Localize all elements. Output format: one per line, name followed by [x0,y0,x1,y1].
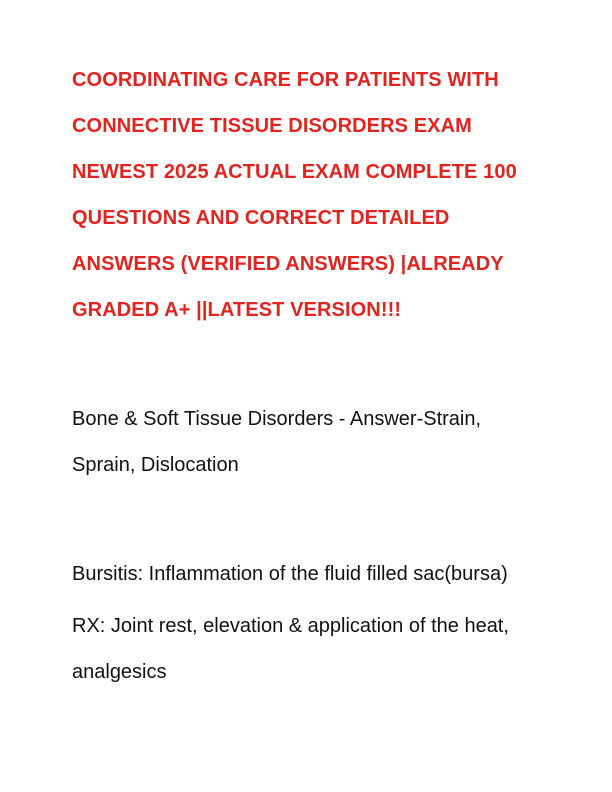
paragraph-line: RX: Joint rest, elevation & application of the heat, [72,615,509,637]
qa-bone-soft-tissue-disorders [72,396,546,488]
qa-bursitis-treatment [72,603,546,695]
exam-title-line-5: ANSWERS (VERIFIED ANSWERS) |ALREADY [72,253,504,275]
exam-title-line-4: QUESTIONS AND CORRECT DETAILED [72,207,450,229]
exam-title-line-2: CONNECTIVE TISSUE DISORDERS EXAM [72,115,472,137]
exam-title-line-1: COORDINATING CARE FOR PATIENTS WITH [72,69,499,91]
paragraph-line: Sprain, Dislocation [72,454,239,476]
paragraph-line: Bone & Soft Tissue Disorders - Answer-Strain, [72,408,482,430]
paragraph-line: analgesics [72,661,167,683]
qa-bursitis-definition [72,551,546,597]
exam-title-line-6: GRADED A+ ||LATEST VERSION!!! [72,299,402,321]
paragraph-line: Bursitis: Inflammation of the fluid filled sac(bursa) [72,563,508,585]
exam-title [72,57,546,333]
exam-title-line-3: NEWEST 2025 ACTUAL EXAM COMPLETE 100 [72,161,517,183]
